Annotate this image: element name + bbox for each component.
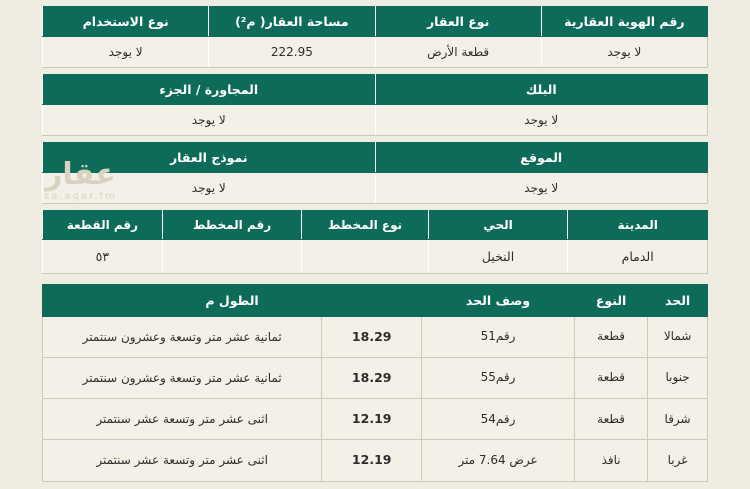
- limit-type: نافذ: [575, 440, 648, 481]
- table-row: [43, 105, 708, 136]
- header-property-id: رقم الهوية العقارية: [541, 7, 707, 37]
- table-header-row: [43, 75, 708, 105]
- value-property-type: قطعة الأرض: [375, 37, 541, 68]
- table-row: [43, 440, 708, 481]
- header-limit: الحد: [648, 285, 708, 317]
- limit-length-text: اثنى عشر متر وتسعة عشر سنتمتر: [43, 440, 322, 481]
- header-district: الحي: [428, 211, 568, 240]
- limit-description: عرض 7.64 متر: [422, 440, 575, 481]
- table-row: [43, 317, 708, 358]
- value-location: لا يوجد: [375, 173, 708, 204]
- table-header-row: [43, 285, 708, 317]
- limit-length-number: 12.19: [322, 440, 422, 481]
- limit-length-number: 18.29: [322, 358, 422, 399]
- header-neighbour-part: المجاورة / الجزء: [43, 75, 376, 105]
- header-limit-description: وصف الحد: [422, 285, 575, 317]
- header-plot-number: رقم القطعة: [43, 211, 163, 240]
- limit-type: قطعة: [575, 399, 648, 440]
- value-neighbour-part: لا يوجد: [43, 105, 376, 136]
- value-plan-type: [302, 240, 428, 274]
- header-limit-length: الطول م: [43, 285, 422, 317]
- value-city: الدمام: [568, 240, 708, 274]
- table-row: [43, 358, 708, 399]
- limits-table: [42, 284, 708, 482]
- watermark-subtext: sa.aqar.fm: [44, 191, 117, 202]
- model-section-table: [42, 142, 708, 204]
- limit-description: رقم54: [422, 399, 575, 440]
- table-header-row: [43, 211, 708, 240]
- table-row: [43, 173, 708, 204]
- watermark-text: عقار: [45, 157, 116, 192]
- header-block: البلك: [375, 75, 708, 105]
- location-details-table: [42, 210, 708, 274]
- limit-length-number: 18.29: [322, 317, 422, 358]
- limit-description: رقم55: [422, 358, 575, 399]
- value-plan-number: [162, 240, 302, 274]
- property-info-table: [42, 6, 708, 68]
- limit-length-number: 12.19: [322, 399, 422, 440]
- value-usage-type: لا يوجد: [43, 37, 209, 68]
- header-usage-type: نوع الاستخدام: [43, 7, 209, 37]
- value-property-model: لا يوجد: [43, 173, 376, 204]
- header-city: المدينة: [568, 211, 708, 240]
- block-section-table: [42, 74, 708, 136]
- header-limit-type: النوع: [575, 285, 648, 317]
- limit-length-text: اثنى عشر متر وتسعة عشر سنتمتر: [43, 399, 322, 440]
- table-row: [43, 37, 708, 68]
- header-property-model: نموذج العقار: [43, 143, 376, 173]
- limit-length-text: ثمانية عشر متر وتسعة وعشرون سنتمتر: [43, 317, 322, 358]
- limit-direction: جنوبا: [648, 358, 708, 399]
- header-plan-number: رقم المخطط: [162, 211, 302, 240]
- limit-direction: شمالا: [648, 317, 708, 358]
- value-block: لا يوجد: [375, 105, 708, 136]
- header-location: الموقع: [375, 143, 708, 173]
- limit-length-text: ثمانية عشر متر وتسعة وعشرون سنتمتر: [43, 358, 322, 399]
- limit-description: رقم51: [422, 317, 575, 358]
- limit-type: قطعة: [575, 317, 648, 358]
- value-plot-number: ٥٣: [43, 240, 163, 274]
- table-row: [43, 399, 708, 440]
- header-plan-type: نوع المخطط: [302, 211, 428, 240]
- value-district: النخيل: [428, 240, 568, 274]
- table-header-row: [43, 143, 708, 173]
- table-header-row: [43, 7, 708, 37]
- value-property-area: 222.95: [209, 37, 375, 68]
- header-property-type: نوع العقار: [375, 7, 541, 37]
- table-row: [43, 240, 708, 274]
- limit-direction: غربا: [648, 440, 708, 481]
- limit-type: قطعة: [575, 358, 648, 399]
- limit-direction: شرقا: [648, 399, 708, 440]
- value-property-id: لا يوجد: [541, 37, 707, 68]
- header-property-area: مساحة العقار( م²): [209, 7, 375, 37]
